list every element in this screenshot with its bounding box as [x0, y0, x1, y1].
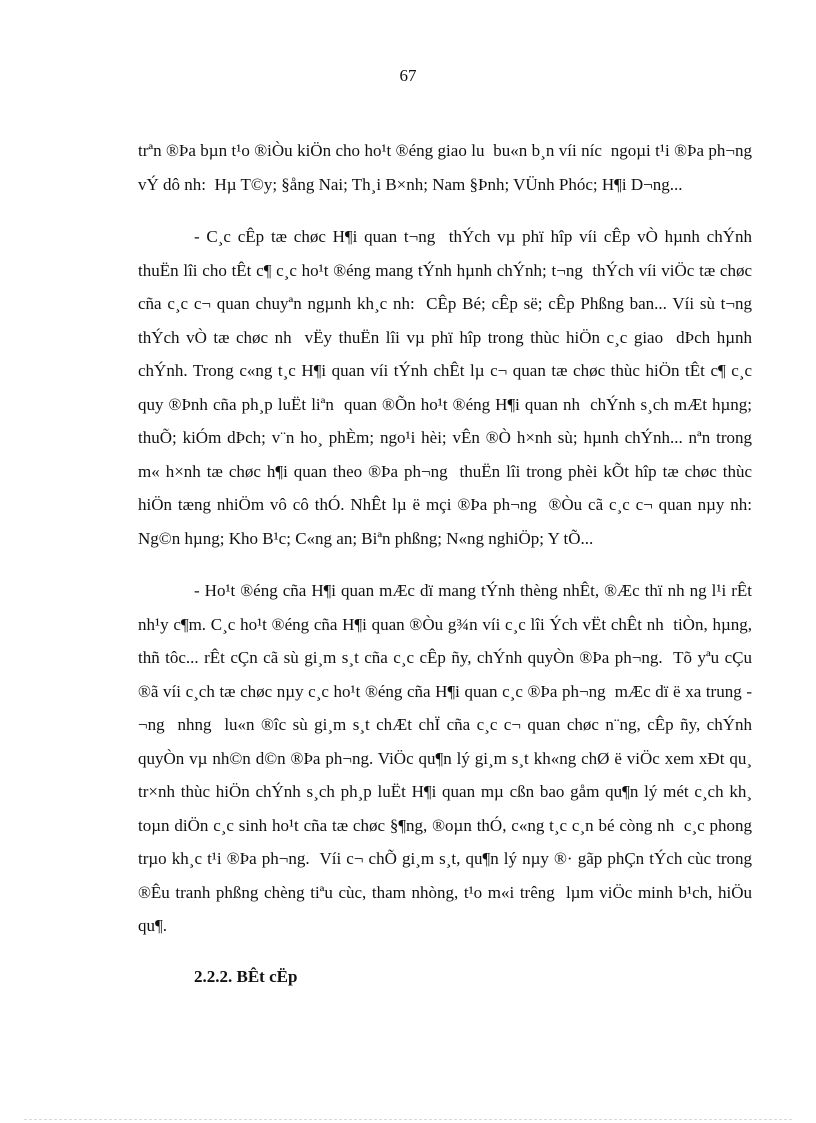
page-bottom-divider	[24, 1119, 792, 1120]
paragraph-1: trªn ®Þa bµn t¹o ®iÒu kiÖn cho ho¹t ®éng giao lu bu«n b¸n víi níc ngoµi t¹i ®Þa ph¬ng vÝ dô nh: Hµ T©y; §ång Nai; Th¸i B×nh; Nam §Þnh; VÜnh Phóc; H¶i D¬ng...	[138, 141, 761, 194]
section-heading: 2.2.2. BÊt cËp	[194, 966, 298, 986]
document-body	[138, 134, 761, 992]
paragraph-3: - Ho¹t ®éng cña H¶i quan mÆc dï mang tÝnh thèng nhÊt, ®Æc thï nh ng l¹i rÊt nh¹y c¶m. C¸c ho¹t ®éng cña H¶i quan ®Òu g¾n víi c¸c lîi Ých vËt chÊt nh tiÒn, hµng, thñ tôc... rÊt cÇn cã sù gi¸m s¸t cña c¸c cÊp ñy, chÝnh quyÒn ®Þa ph¬ng. Tõ yªu cÇu ®ã víi c¸ch tæ chøc nµy c¸c ho¹t ®éng cña H¶i quan c¸c ®Þa ph¬ng mÆc dï ë xa trung ¬ng nhng lu«n ®îc sù gi¸m s¸t chÆt chÏ cña c¸c c¬ quan chøc n¨ng, cÊp ñy, chÝnh quyÒn vµ nh©n d©n ®Þa ph¬ng. ViÖc qu¶n lý gi¸m s¸t kh«ng chØ ë viÖc xem xÐt qu¸ tr×nh thùc hiÖn chÝnh s¸ch ph¸p luËt H¶i quan mµ cßn bao gåm qu¶n lý mét c¸ch kh¸ toµn diÖn c¸c sinh ho¹t cña tæ chøc §¶ng, ®oµn thÓ, c«ng t¸c c¸n bé còng nh c¸c phong trµo kh¸c t¹i ®Þa ph¬ng. Víi c¬ chÕ gi¸m s¸t, qu¶n lý nµy ®· gãp phÇn tÝch cùc trong ®Êu tranh phßng chèng tiªu cùc, tham nhòng, t¹o m«i trêng lµm viÖc minh b¹ch, hiÖu qu¶.	[138, 581, 757, 935]
paragraph-2: - C¸c cÊp tæ chøc H¶i quan t¬ng thÝch vµ phï hîp víi cÊp vÒ hµnh chÝnh thuËn lîi cho tÊt c¶ c¸c ho¹t ®éng mang tÝnh hµnh chÝnh; t¬ng thÝch víi viÖc tæ chøc cña c¸c c¬ quan chuyªn ngµnh kh¸c nh: CÊp Bé; cÊp së; cÊp Phßng ban... Víi sù t¬ng thÝch vÒ tæ chøc nh vËy thuËn lîi vµ phï hîp trong thùc hiÖn c¸c giao dÞch hµnh chÝnh. Trong c«ng t¸c H¶i quan víi tÝnh chÊt lµ c¬ quan tæ chøc thùc hiÖn tÊt c¶ c¸c quy ®Þnh cña ph¸p luËt liªn quan ®Õn ho¹t ®éng H¶i quan nh chÝnh s¸ch mÆt hµng; thuÕ; kiÓm dÞch; v¨n ho¸ phÈm; ngo¹i hèi; vÊn ®Ò h×nh sù; hµnh chÝnh... nªn trong m« h×nh tæ chøc h¶i quan theo ®Þa ph¬ng thuËn lîi trong phèi kÕt hîp tæ chøc thùc hiÖn tæng nhiÖm vô cô thÓ. NhÊt lµ ë mçi ®Þa ph¬ng ®Òu cã c¸c c¬ quan nµy nh: Ng©n hµng; Kho B¹c; C«ng an; Biªn phßng; N«ng nghiÖp; Y tÕ...	[138, 227, 761, 548]
page-number: 67	[399, 66, 417, 85]
